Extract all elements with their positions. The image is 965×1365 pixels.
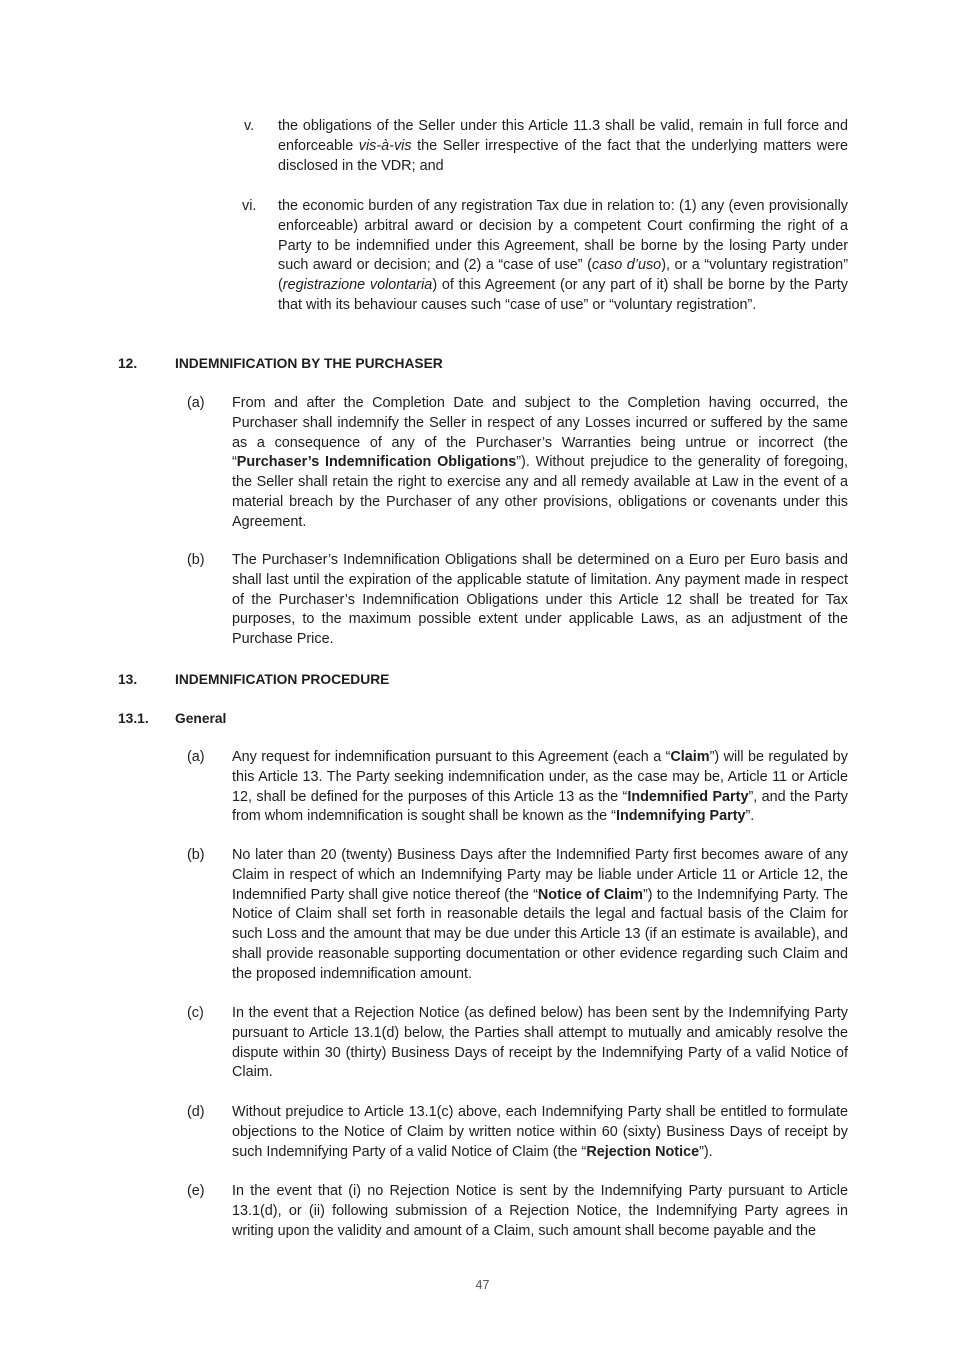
defined-term: Purchaser’s Indemnification Obligations [236,454,517,471]
text-run: ), or a “voluntary registration” ( [278,257,848,294]
item-label-12a: (a) [187,395,205,411]
section-13-item-b [232,846,848,985]
text-run: Any request for indemnification pursuant to this Agreement (each a “ [232,749,671,765]
text-run: ”). Without prejudice to the generality of foregoing, the Seller shall retain the right to exercise any and all remedy available at Law in the event of a material breach by the Purchaser of any other provisions, obligations or covenants under this Agreement. [232,454,848,530]
item-label-vi: vi. [242,198,257,214]
defined-term: Notice of Claim [537,886,643,903]
text-run: ) of this Agreement (or any part of it) shall be borne by the Party that with its behaviour causes such “case of use” or “voluntary registration”. [278,277,848,313]
italic-term: vis-à-vis [358,137,412,154]
item-label-13e: (e) [187,1183,205,1199]
text-run: ”. [745,808,755,825]
defined-term: Rejection Notice [586,1143,700,1160]
article-11-item-v [278,117,848,176]
text-run: In the event that (i) no Rejection Notice is sent by the Indemnifying Party pursuant to Article 13.1(d), or (ii) following submission of a Rejection Notice, the Indemnifying Party agrees in writing upon the validity and amount of a Claim, such amount shall become payable and the [232,1183,848,1239]
text-run: In the event that a Rejection Notice (as defined below) has been sent by the Indemnifying Party pursuant to Article 13.1(d) below, the Parties shall attempt to mutually and amicably resolve the dispute within 30 (thirty) Business Days of receipt by the Indemnifying Party of a valid Notice of Claim. [232,1005,848,1081]
text-run: From and after the Completion Date and subject to the Completion having occurred, the Purchaser shall indemnify the Seller in respect of any Losses incurred or suffered by the same as a consequence of any of the Purchaser’s Warranties being untrue or incorrect (the “ [232,395,848,471]
text-run: No later than 20 (twenty) Business Days after the Indemnified Party first becomes aware of any Claim in respect of which an Indemnifying Party may be liable under Article 11 or Article 12, the Indemnified Party shall give notice thereof (the “ [232,847,848,903]
section-13-item-a [232,748,848,827]
section-13-item-c [232,1004,848,1083]
italic-term: caso d’uso [591,257,662,274]
section-13-1-number: 13.1. [118,711,149,726]
section-13-1-title: General [175,711,227,726]
item-label-12b: (b) [187,552,205,568]
page-number: 47 [475,1278,490,1292]
defined-term: Claim [670,749,710,765]
item-label-13a: (a) [187,749,205,765]
item-label-v: v. [244,118,255,134]
italic-term: registrazione volontaria [282,277,433,294]
text-run: ”). [699,1143,713,1160]
section-13-title: INDEMNIFICATION PROCEDURE [175,672,390,687]
article-11-item-vi [278,197,848,316]
defined-term: Indemnifying Party [615,808,746,825]
text-run: Without prejudice to Article 13.1(c) above, each Indemnifying Party shall be entitled to formulate objections to the Notice of Claim by written notice within 60 (sixty) Business Days of receipt by such Indemnifying Party of a valid Notice of Claim (the “ [232,1104,848,1160]
item-label-13c: (c) [187,1005,204,1021]
text-run: ”) will be regulated by this Article 13. The Party seeking indemnification under, as the case may be, Article 11 or Article 12, shall be defined for the purposes of this Article 13 as the “ [232,749,848,805]
text-run: the obligations of the Seller under this Article 11.3 shall be valid, remain in full force and enforceable [278,118,848,154]
section-12-item-b [232,551,848,650]
text-run: the economic burden of any registration Tax due in relation to: (1) any (even provisionally enforceable) arbitral award or decision by a competent Court confirming the right of a Party to be indemnified under this Agreement, shall be borne by the losing Party under such award or decision; and (2) a “case of use” ( [278,198,848,274]
text-run: ”, and the Party from whom indemnification is sought shall be known as the “ [232,788,848,825]
section-12-title: INDEMNIFICATION BY THE PURCHASER [175,356,443,371]
text-run: The Purchaser’s Indemnification Obligations shall be determined on a Euro per Euro basis and shall last until the expiration of the applicable statute of limitation. Any payment made in respect of the Purchaser’s Indemnification Obligations under this Article 12 shall be treated for Tax purposes, to the maximum possible extent under applicable Laws, as an adjustment of the Purchase Price. [232,552,848,648]
section-13-number: 13. [118,672,138,687]
item-label-13d: (d) [187,1104,205,1120]
section-12-item-a [232,394,848,533]
text-run: the Seller irrespective of the fact that the underlying matters were disclosed in the VDR; and [278,137,848,174]
item-label-13b: (b) [187,847,205,863]
section-13-item-e [232,1182,848,1241]
text-run: ”) to the Indemnifying Party. The Notice of Claim shall set forth in reasonable details the legal and factual basis of the Claim for such Loss and the amount that may be due under this Article 13 (if an estimate is available), and shall provide reasonable supporting documentation or other evidence regarding such Claim and the proposed indemnification amount. [232,886,849,982]
section-12-number: 12. [118,356,138,371]
defined-term: Indemnified Party [627,788,749,805]
section-13-item-d [232,1103,848,1162]
